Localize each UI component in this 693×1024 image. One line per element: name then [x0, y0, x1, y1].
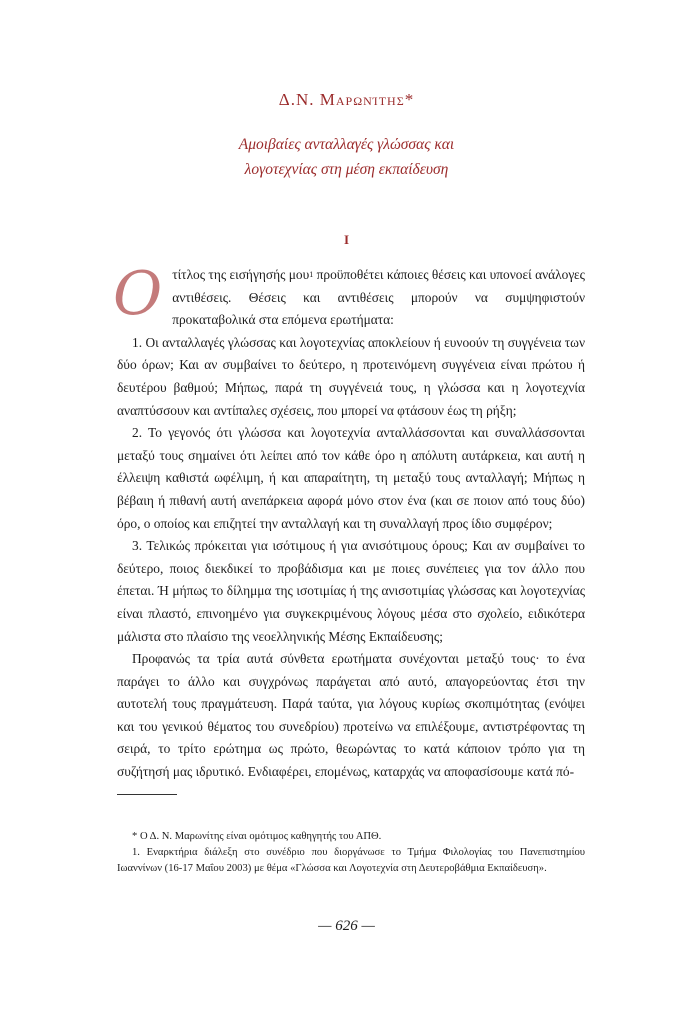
paragraph-1-text-a: τίτλος της εισήγησής μου	[172, 267, 310, 282]
title-line-1: Αμοιβαίες ανταλλαγές γλώσσας και	[238, 136, 455, 153]
paragraph-1-text-b: προϋποθέτει κάποιες θέσεις και υπονοεί ανάλογες αντιθέσεις. Θέσεις και αντιθέσεις μπορούν να συμψηφιστούν προκαταβολικά στα επόμενα ερωτήματα:	[172, 267, 585, 328]
author-name: Δ.Ν. Μαρωνίτης*	[278, 90, 415, 109]
paragraph-3: 2. Το γεγονός ότι γλώσσα και λογοτεχνία ανταλλάσσονται και συναλλάσσονται μεταξύ τους σημαίνει ότι λείπει από τον κάθε όρο η απόλυτη αυτάρκεια, και αυτή η έλλειψη καθιστά ωφέλιμη, ή και απαραίτητη, τη μεταξύ τους ανταλλαγή; Μήπως η βέβαιη ή πιθανή αυτή ανεπάρκεια αφορά μόνο στον ένα (και σε ποιον από τους δύο) όρο, ο οποίος και επιζητεί την ανταλλαγή και τη συναλλαγή προς ίδιο συμφέρον;	[117, 425, 585, 531]
paragraph-1	[113, 259, 585, 332]
section-number: Ι	[343, 232, 350, 247]
footnote-1: 1. Εναρκτήρια διάλεξη στο συνέδριο που διοργάνωσε το Τμήμα Φιλολογίας του Πανεπιστημίου Ιωαννίνων (16-17 Μαΐου 2003) με θέμα «Γλώσσα και Λογοτεχνία στη Δευτεροβάθμια Εκπαίδευση».	[117, 847, 585, 875]
paragraph-5: Προφανώς τα τρία αυτά σύνθετα ερωτήματα συνέχονται μεταξύ τους· το ένα παράγει το άλλο και συγχρόνως παράγεται από αυτό, απαγορεύοντας έτσι την αυτοτελή τους πραγμάτευση. Παρά ταύτα, για λόγους κυρίως σκοπιμότητας (ενόψει και του γενικού θέματος του συνεδρίου) προτείνω να επιλέξουμε, αντιστρέφοντας τη σειρά, το τρίτο ερώτημα ως πρώτο, θεωρώντας το κατά κάποιον τρόπο για τη συζήτησή μας ιδρυτικό. Ενδιαφέρει, επομένως, καταρχάς να αποφασίσουμε κατά πό-	[117, 651, 585, 780]
article-title	[0, 132, 693, 182]
page-number: — 626 —	[318, 918, 375, 934]
body-text	[113, 259, 585, 784]
footnote-ref-1: 1	[309, 270, 314, 279]
title-line-2: λογοτεχνίας στη μέση εκπαίδευση	[244, 161, 449, 178]
footnote-divider	[117, 794, 177, 795]
footnote-star: * Ο Δ. Ν. Μαρωνίτης είναι ομότιμος καθηγητής του ΑΠΘ.	[132, 831, 382, 842]
drop-cap: Ο	[113, 259, 163, 329]
footnotes	[117, 829, 585, 878]
paragraph-2: 1. Οι ανταλλαγές γλώσσας και λογοτεχνίας αποκλείουν ή ευνοούν τη συγγένεια των δύο όρων; Και αν συμβαίνει το δεύτερο, η προτεινόμενη συγγένεια είναι πρώτου ή δευτέρου βαθμού; Μήπως, παρά τη συγγένειά τους, η γλώσσα και η λογοτεχνία αναπτύσσουν και αντίπαλες σχέσεις, που μπορεί να φτάσουν έως τη ρήξη;	[117, 334, 585, 418]
paragraph-4: 3. Τελικώς πρόκειται για ισότιμους ή για ανισότιμους όρους; Και αν συμβαίνει το δεύτερο, ποιος διεκδικεί το προβάδισμα και με ποιες συνέπειες για τον άλλο που έπεται. Ή μήπως το δίλημμα της ισοτιμίας ή της ανισοτιμίας γλώσσας και λογοτεχνίας είναι πλαστό, επινοημένο για συγκεκριμένους λόγους μέσα στο σχολείο, ειδικότερα μάλιστα στο πλαίσιο της νεοελληνικής Μέσης Εκπαίδευσης;	[117, 538, 585, 644]
